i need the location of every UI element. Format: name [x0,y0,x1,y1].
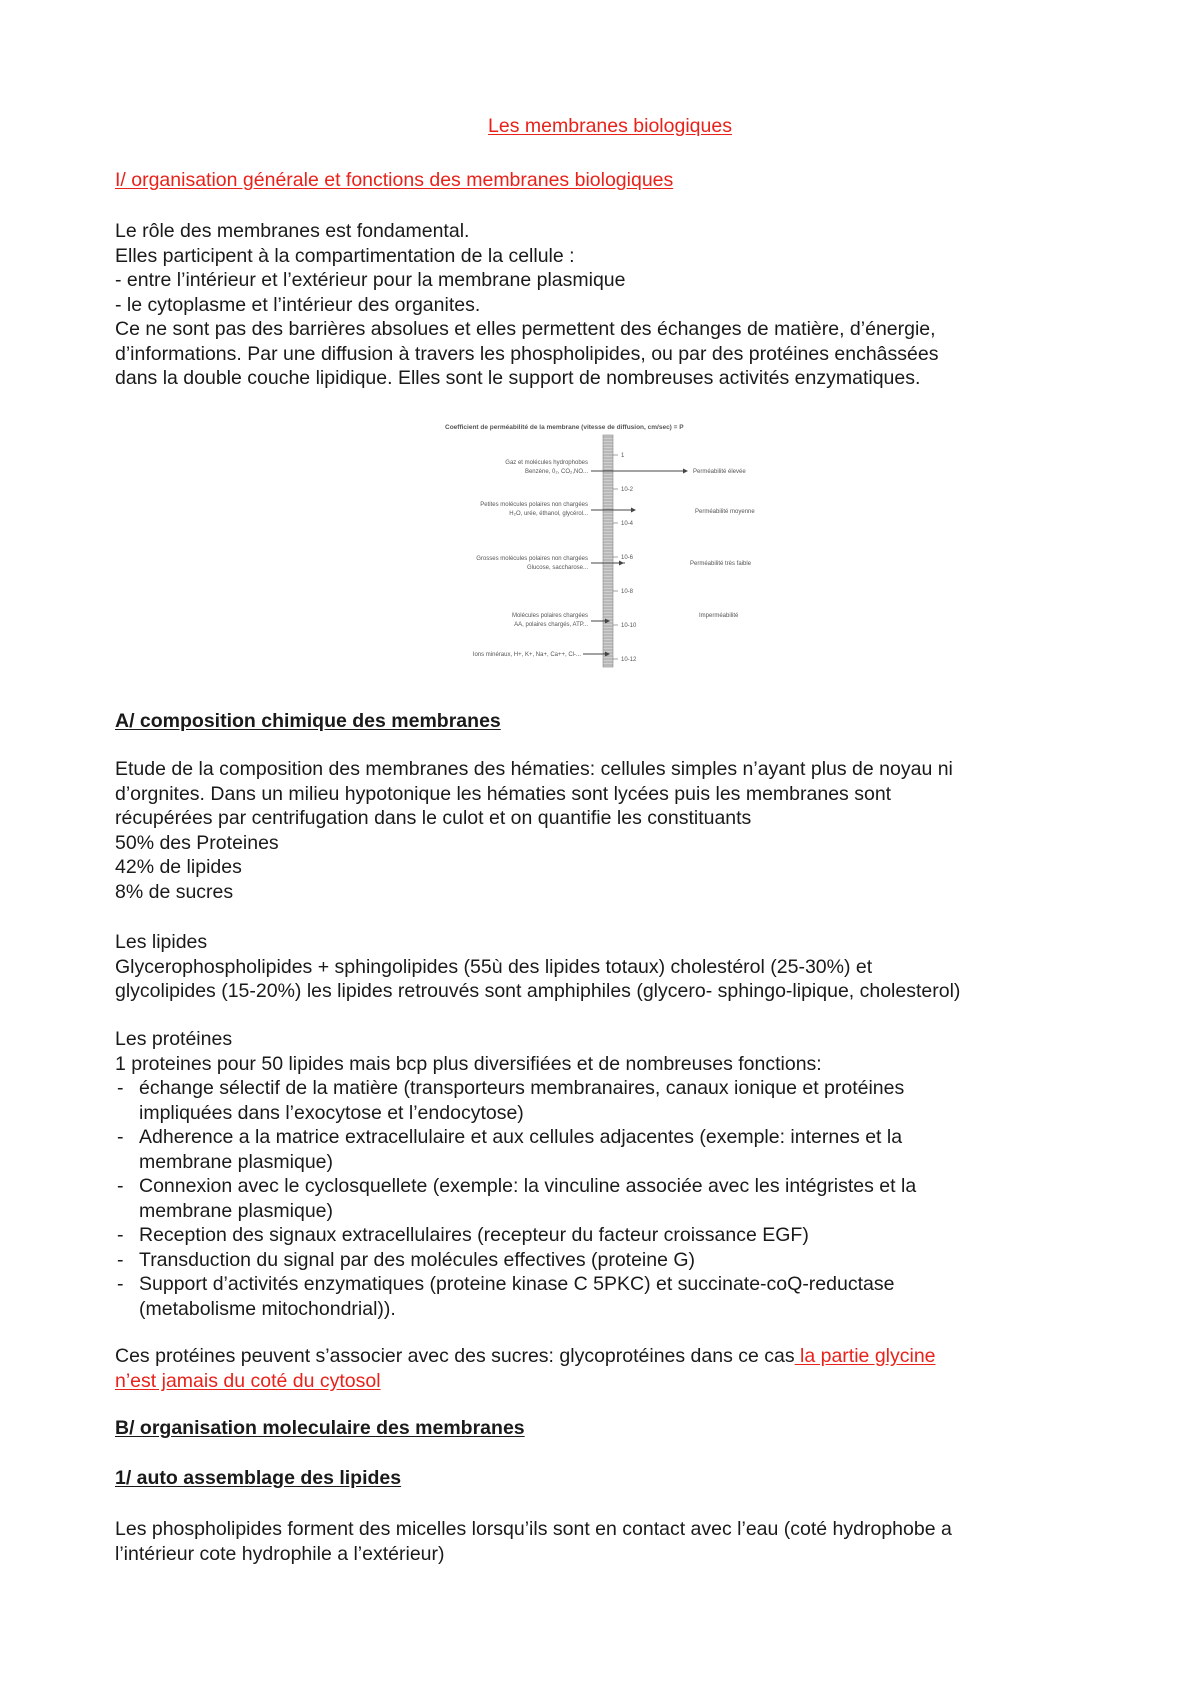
section-1-text [115,219,1105,391]
text-line: 1 proteines pour 50 lipides mais bcp plus diversifiées et de nombreuses fonctions: [115,1052,822,1075]
list-item-text: échange sélectif de la matière (transporteurs membranaires, canaux ionique et protéines [139,1077,905,1099]
highlighted-text: la partie glycine [794,1345,936,1367]
text-line: l’intérieur cote hydrophile a l’extérieur) [115,1542,445,1565]
text-line: - entre l’intérieur et l’extérieur pour la membrane plasmique [115,269,626,291]
right-label: Perméabilité élevée [693,469,746,475]
scale-label: 10-4 [621,521,634,527]
arrow-head [683,469,688,474]
closing-text: Ces protéines peuvent s’associer avec des sucres: glycoprotéines dans ce cas [115,1345,795,1367]
list-item [115,1076,1105,1125]
text-line: Elles participent à la compartimentation de la cellule : [115,244,575,267]
scale-label: 10-10 [621,623,637,629]
left-label: AA, polaires chargés, ATP... [514,622,588,628]
text-line: Les lipides [115,931,208,953]
left-label: Molécules polaires chargées [511,613,588,619]
text-line: 8% de sucres [115,880,234,903]
section-a-text-2 [115,930,1105,1004]
list-item-text: Connexion avec le cyclosquellete (exemple: la vinculine associée avec les intégristes et la [139,1175,917,1197]
left-label: Ions minéraux, H+, K+, Na+, Ca++, Cl-... [472,652,581,658]
left-label: Glucose, saccharose... [526,565,588,571]
scale-group [613,453,637,663]
text-line: Glycerophospholipides + sphingolipides (55ù des lipides totaux) cholestérol (25-30%) et [115,955,873,978]
text-line: 42% de lipides [115,856,242,878]
left-label: Gaz et molécules hydrophobes [505,460,588,466]
text-line: Etude de la composition des membranes des hématies: cellules simples n’ayant plus de noyau ni [115,758,953,780]
text-line: Le rôle des membranes est fondamental. [115,220,470,242]
text-line: - le cytoplasme et l’intérieur des organites. [115,293,481,316]
list-item-text: impliquées dans l’exocytose et l’endocytose) [139,1101,524,1124]
scale-label: 10-12 [621,657,637,663]
document-title: Les membranes biologiques [488,115,732,137]
left-label: Benzène, 0₂, CO₂,NO... [524,469,588,475]
list-item-text: membrane plasmique) [139,1199,334,1222]
section-b-heading: B/ organisation moleculaire des membranes [115,1417,525,1439]
section-a-closing [115,1344,1105,1393]
left-label: Petites molécules polaires non chargées [480,502,588,508]
left-label: Grosses molécules polaires non chargées [476,556,588,562]
text-line: Ce ne sont pas des barrières absolues et elles permettent des échanges de matière, d’énergie, [115,318,936,340]
text-line: Les protéines [115,1028,233,1050]
list-item-text: Reception des signaux extracellulaires (recepteur du facteur croissance EGF) [139,1224,809,1246]
list-item-text: Adherence a la matrice extracellulaire et aux cellules adjacentes (exemple: internes et la [139,1126,903,1148]
list-item [115,1248,1105,1273]
arrow-head [631,508,636,513]
scale-label: 10-6 [621,555,634,561]
list-item [115,1125,1105,1174]
list-item [115,1272,1105,1321]
text-line: dans la double couche lipidique. Elles sont le support de nombreuses activités enzymatiques. [115,367,921,389]
text-line: glycolipides (15-20%) les lipides retrouvés sont amphiphiles (glycero- sphingo-lipique, cholesterol) [115,980,961,1002]
text-line [115,1344,1105,1369]
section-b1-heading: 1/ auto assemblage des lipides [115,1467,402,1489]
left-label: H₂O, urée, éthanol, glycérol... [509,511,588,517]
permeability-diagram [433,419,833,669]
text-line: Les phospholipides forment des micelles lorsqu’ils sont en contact avec l’eau (coté hydrophobe a [115,1518,952,1540]
list-item-text: membrane plasmique) [139,1150,334,1173]
section-a-heading: A/ composition chimique des membranes [115,710,501,732]
section-a-text-3 [115,1027,1105,1076]
scale-label: 10-8 [621,589,634,595]
figure-title: Coefficient de perméabilité de la membrane (vitesse de diffusion, cm/sec) = P [445,424,684,431]
permeability-figure [433,419,833,669]
list-item-text: Support d’activités enzymatiques (proteine kinase C 5PKC) et succinate-coQ-reductase [139,1273,895,1295]
scale-label: 10-2 [621,487,634,493]
scale-label: 1 [621,453,625,459]
list-item-text: (metabolisme mitochondrial)). [139,1297,396,1320]
right-label: Perméabilité très faible [690,561,752,567]
arrow-head [619,561,624,566]
right-label: Imperméabilité [699,613,739,619]
section-1-heading: I/ organisation générale et fonctions des membranes biologiques [115,169,674,191]
section-b-text [115,1517,1105,1566]
text-line: d’orgnites. Dans un milieu hypotonique les hématies sont lycées puis les membranes sont [115,782,892,805]
protein-functions-list [115,1076,1105,1321]
list-item [115,1223,1105,1248]
text-line: récupérées par centrifugation dans le culot et on quantifie les constituants [115,807,752,829]
text-line: d’informations. Par une diffusion à travers les phospholipides, ou par des protéines enchâssées [115,342,939,365]
text-line: 50% des Proteines [115,831,279,854]
list-item-text: Transduction du signal par des molécules effectives (proteine G) [139,1248,696,1271]
section-a-text-1 [115,757,1105,904]
list-item [115,1174,1105,1223]
right-label: Perméabilité moyenne [695,509,755,515]
highlighted-text: n’est jamais du coté du cytosol [115,1369,381,1392]
